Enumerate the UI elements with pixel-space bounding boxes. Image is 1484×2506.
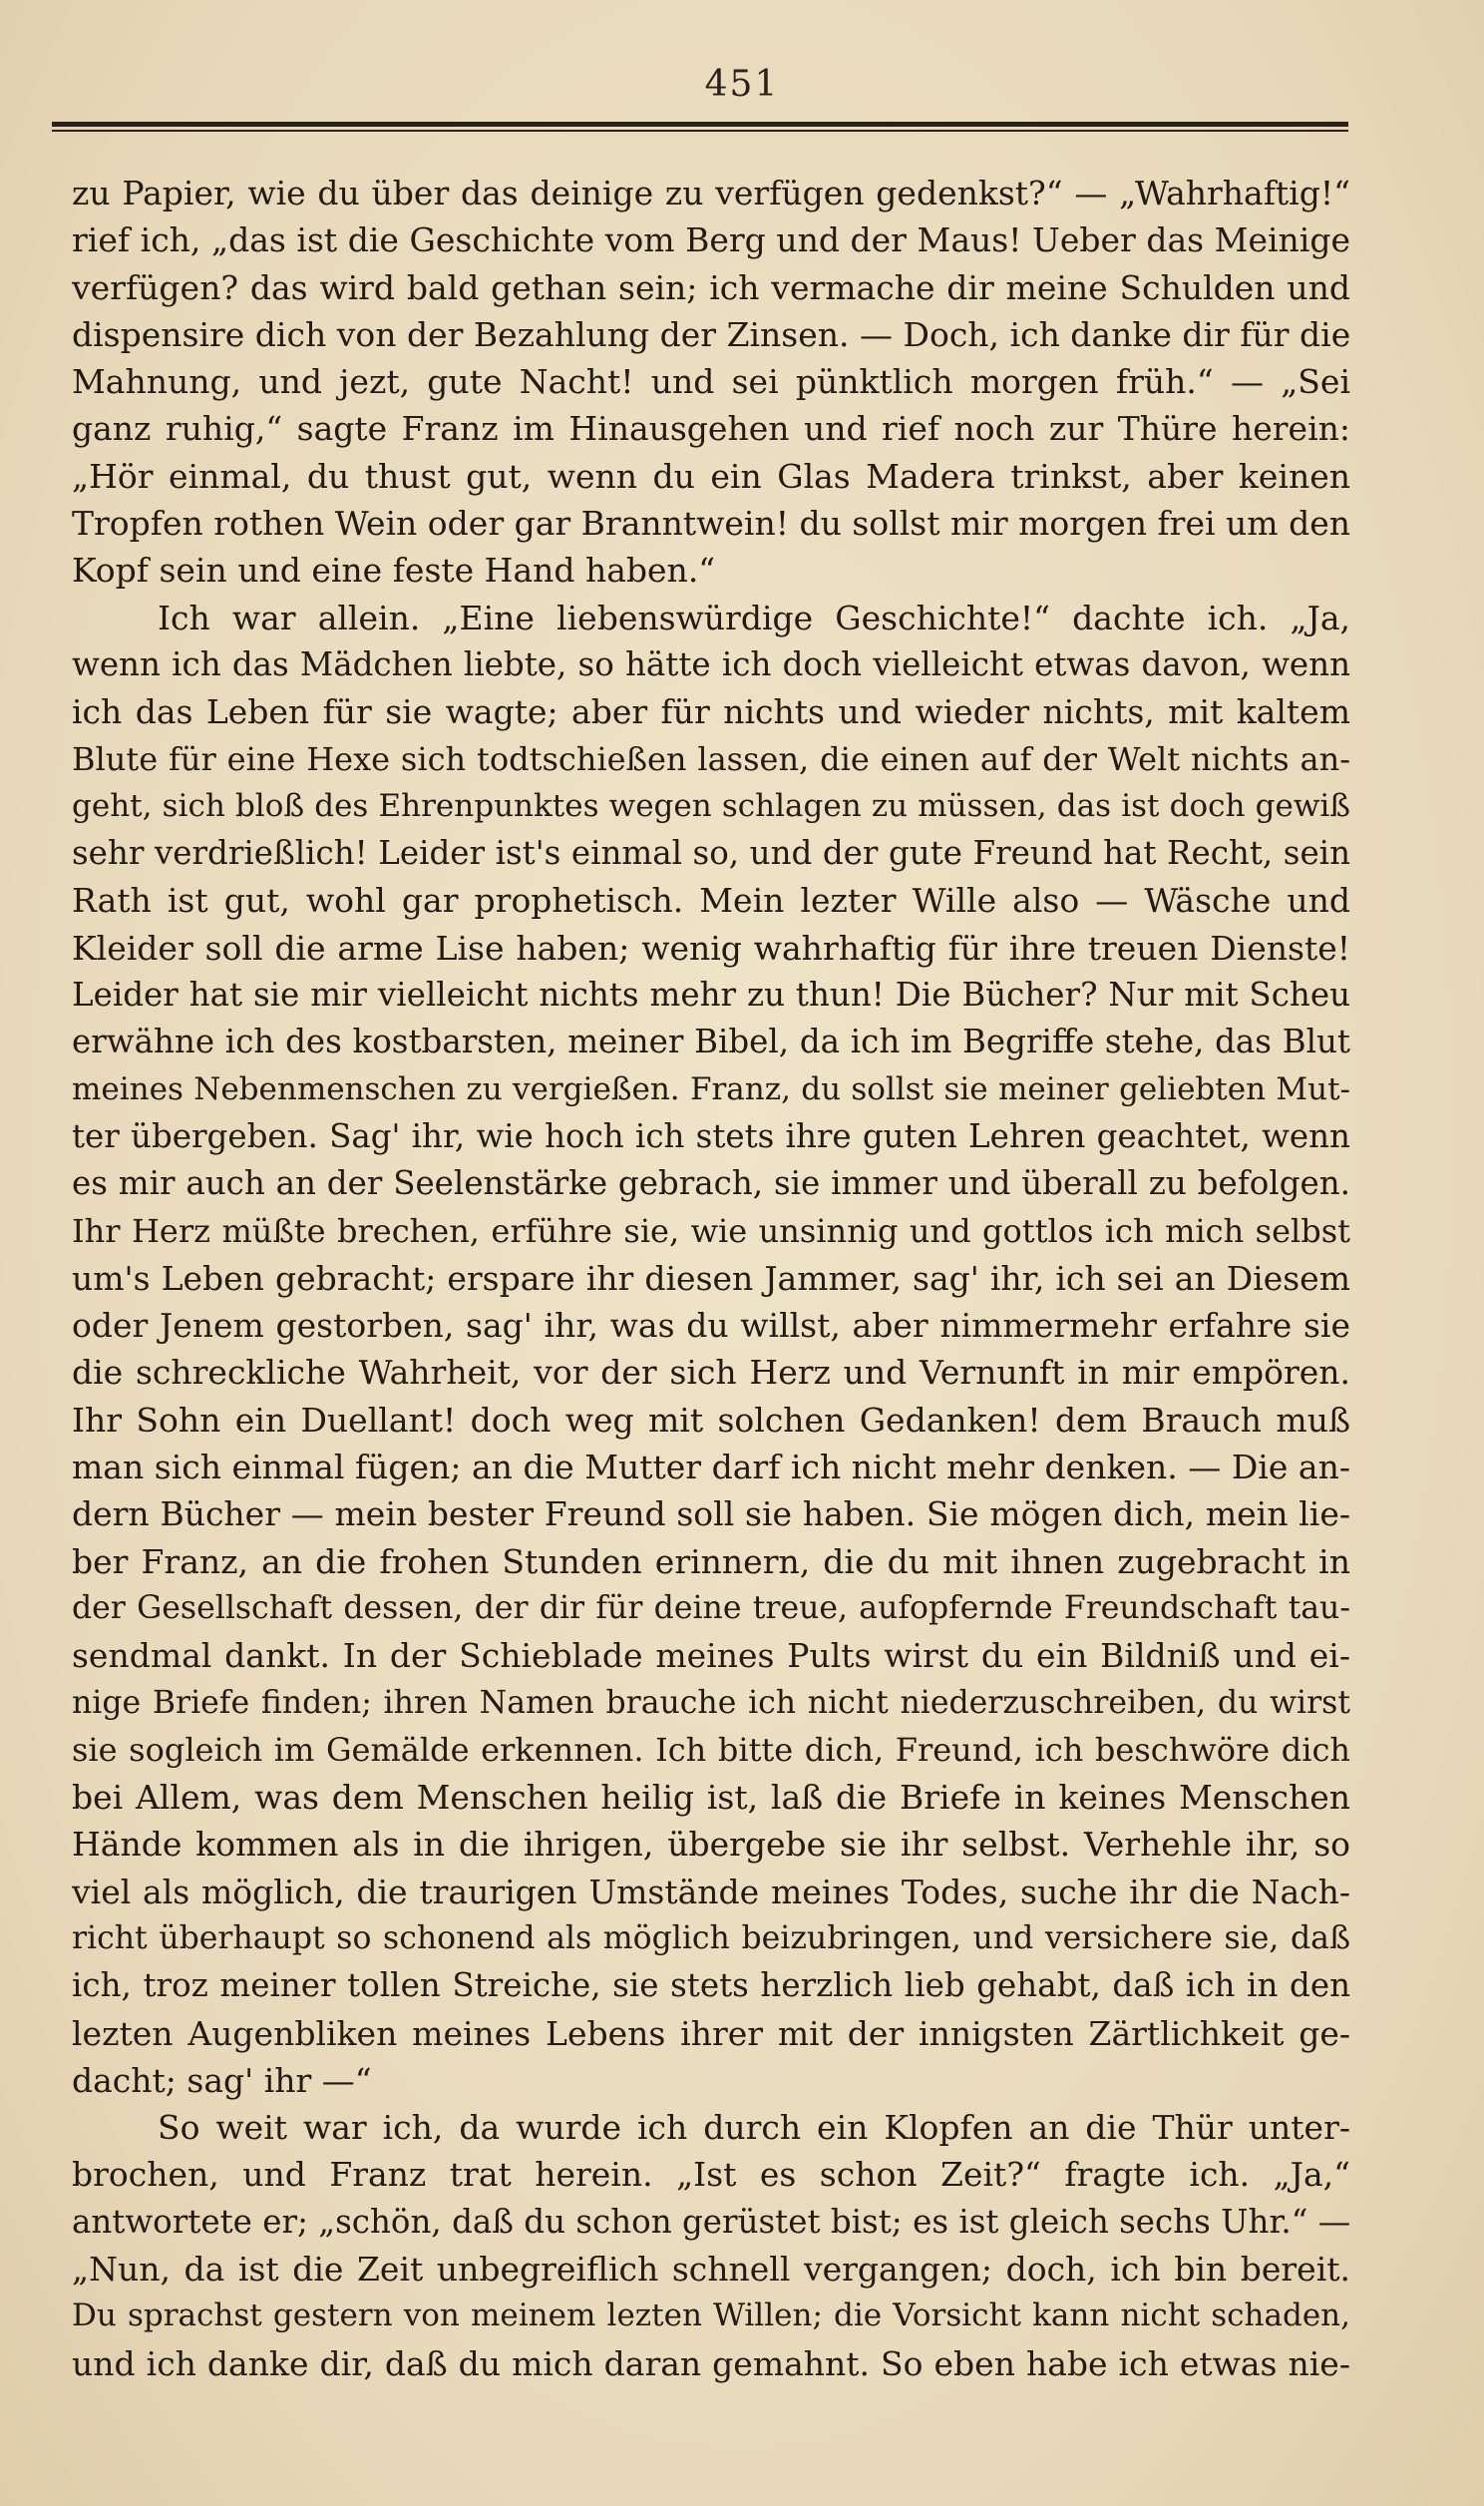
text-line: Kopf sein und eine feste Hand haben.“ — [72, 551, 716, 591]
text-line: rief ich, „das ist die Geschichte vom Berg und der Maus! Ueber das Meinige — [72, 220, 1350, 260]
text-line: ganz ruhig,“ sagte Franz im Hinausgehen und rief noch zur Thüre herein: — [72, 409, 1350, 449]
page-number: 451 — [704, 64, 780, 105]
text-line: die schreckliche Wahrheit, vor der sich Herz und Vernunft in mir empören. — [72, 1353, 1350, 1393]
text-line: es mir auch an der Seelenstärke gebrach, sie immer und überall zu befolgen. — [72, 1164, 1350, 1203]
text-line: Ich war allein. „Eine liebenswürdige Geschichte!“ dachte ich. „Ja, — [158, 598, 1350, 637]
text-line: geht, sich bloß des Ehrenpunktes wegen schlagen zu müssen, das ist doch gewiß — [72, 787, 1350, 824]
text-line: viel als möglich, die traurigen Umstände meines Todes, suche ihr die Nach- — [72, 1872, 1350, 1911]
text-line: So weit war ich, da wurde ich durch ein Klopfen an die Thür unter- — [158, 2108, 1350, 2148]
body-text — [72, 170, 1350, 2387]
text-line: meines Nebenmenschen zu vergießen. Franz, du sollst sie meiner geliebten Mut- — [72, 1070, 1350, 1107]
text-line: und ich danke dir, daß du mich daran gemahnt. So eben habe ich etwas nie- — [72, 2343, 1350, 2383]
text-line: wenn ich das Mädchen liebte, so hätte ich doch vielleicht etwas davon, wenn — [72, 644, 1350, 683]
text-line: richt überhaupt so schonend als möglich beizubringen, und versichere sie, daß — [72, 1919, 1350, 1956]
text-line: erwähne ich des kostbarsten, meiner Bibel, da ich im Begriffe stehe, das Blut — [72, 1023, 1350, 1061]
text-line: Du sprachst gestern von meinem lezten Willen; die Vorsicht kann nicht schaden, — [72, 2297, 1350, 2334]
text-line: ich, troz meiner tollen Streiche, sie stets herzlich lieb gehabt, daß ich in den — [72, 1966, 1350, 2005]
text-line: sendmal dankt. In der Schieblade meines Pults wirst du ein Bildniß und ei- — [72, 1636, 1350, 1676]
text-line: Rath ist gut, wohl gar prophetisch. Mein lezter Wille also — Wäsche und — [72, 881, 1350, 921]
text-line: antwortete er; „schön, daß du schon gerüstet bist; es ist gleich sechs Uhr.“ — — [72, 2202, 1350, 2241]
text-line: sehr verdrießlich! Leider ist's einmal so, und der gute Freund hat Recht, sein — [72, 834, 1350, 873]
text-line: zu Papier, wie du über das deinige zu verfügen gedenkst?“ — „Wahrhaftig!“ — [72, 174, 1350, 212]
text-line: nige Briefe finden; ihren Namen brauche ich nicht niederzuschreiben, du wirst — [72, 1684, 1350, 1721]
text-line: Ihr Herz müßte brechen, erführe sie, wie unsinnig und gottlos ich mich selbst — [72, 1211, 1350, 1250]
text-line: Kleider soll die arme Lise haben; wenig wahrhaftig für ihre treuen Dienste! — [72, 928, 1350, 968]
text-line: ter übergeben. Sag' ihr, wie hoch ich stets ihre guten Lehren geachtet, wenn — [72, 1116, 1350, 1155]
text-line: Leider hat sie mir vielleicht nichts mehr zu thun! Die Bücher? Nur mit Scheu — [72, 976, 1350, 1015]
text-line: Hände kommen als in die ihrigen, übergebe sie ihr selbst. Verhehle ihr, so — [72, 1825, 1350, 1865]
text-line: lezten Augenbliken meines Lebens ihrer mit der innigsten Zärtlichkeit ge- — [72, 2013, 1350, 2053]
text-line: man sich einmal fügen; an die Mutter darf ich nicht mehr denken. — Die an- — [72, 1448, 1350, 1487]
text-line: oder Jenem gestorben, sag' ihr, was du willst, aber nimmermehr erfahre sie — [72, 1306, 1350, 1346]
header-rule-thick — [52, 122, 1348, 127]
text-line: ich das Leben für sie wagte; aber für nichts und wieder nichts, mit kaltem — [72, 692, 1350, 732]
text-line: ber Franz, an die frohen Stunden erinnern, die du mit ihnen zugebracht in — [72, 1541, 1350, 1581]
text-line: dispensire dich von der Bezahlung der Zinsen. — Doch, ich danke dir für die — [72, 314, 1350, 354]
header-rule-thin — [52, 130, 1348, 132]
text-line: Blute für eine Hexe sich todtschießen lassen, die einen auf der Welt nichts an- — [72, 739, 1350, 778]
text-line: dern Bücher — mein bester Freund soll sie haben. Sie mögen dich, mein lie- — [72, 1494, 1350, 1534]
text-line: Tropfen rothen Wein oder gar Branntwein! du sollst mir morgen frei um den — [72, 504, 1350, 544]
text-line: „Nun, da ist die Zeit unbegreiflich schnell vergangen; doch, ich bin bereit. — [72, 2250, 1350, 2290]
text-line: der Gesellschaft dessen, der dir für deine treue, aufopfernde Freundschaft tau- — [72, 1589, 1350, 1626]
text-line: Mahnung, und jezt, gute Nacht! und sei pünktlich morgen früh.“ — „Sei — [72, 362, 1350, 402]
text-line: sie sogleich im Gemälde erkennen. Ich bitte dich, Freund, ich beschwöre dich — [72, 1730, 1350, 1769]
text-line: verfügen? das wird bald gethan sein; ich vermache dir meine Schulden und — [72, 267, 1350, 307]
text-line: bei Allem, was dem Menschen heilig ist, laß die Briefe in keines Menschen — [72, 1778, 1350, 1818]
text-line: Ihr Sohn ein Duellant! doch weg mit solchen Gedanken! dem Brauch muß — [72, 1400, 1350, 1440]
text-line: brochen, und Franz trat herein. „Ist es schon Zeit?“ fragte ich. „Ja,“ — [72, 2155, 1350, 2195]
text-line: dacht; sag' ihr —“ — [72, 2060, 372, 2100]
text-line: „Hör einmal, du thust gut, wenn du ein Glas Madera trinkst, aber keinen — [72, 456, 1350, 496]
text-line: um's Leben gebracht; erspare ihr diesen Jammer, sag' ihr, ich sei an Diesem — [72, 1258, 1350, 1298]
